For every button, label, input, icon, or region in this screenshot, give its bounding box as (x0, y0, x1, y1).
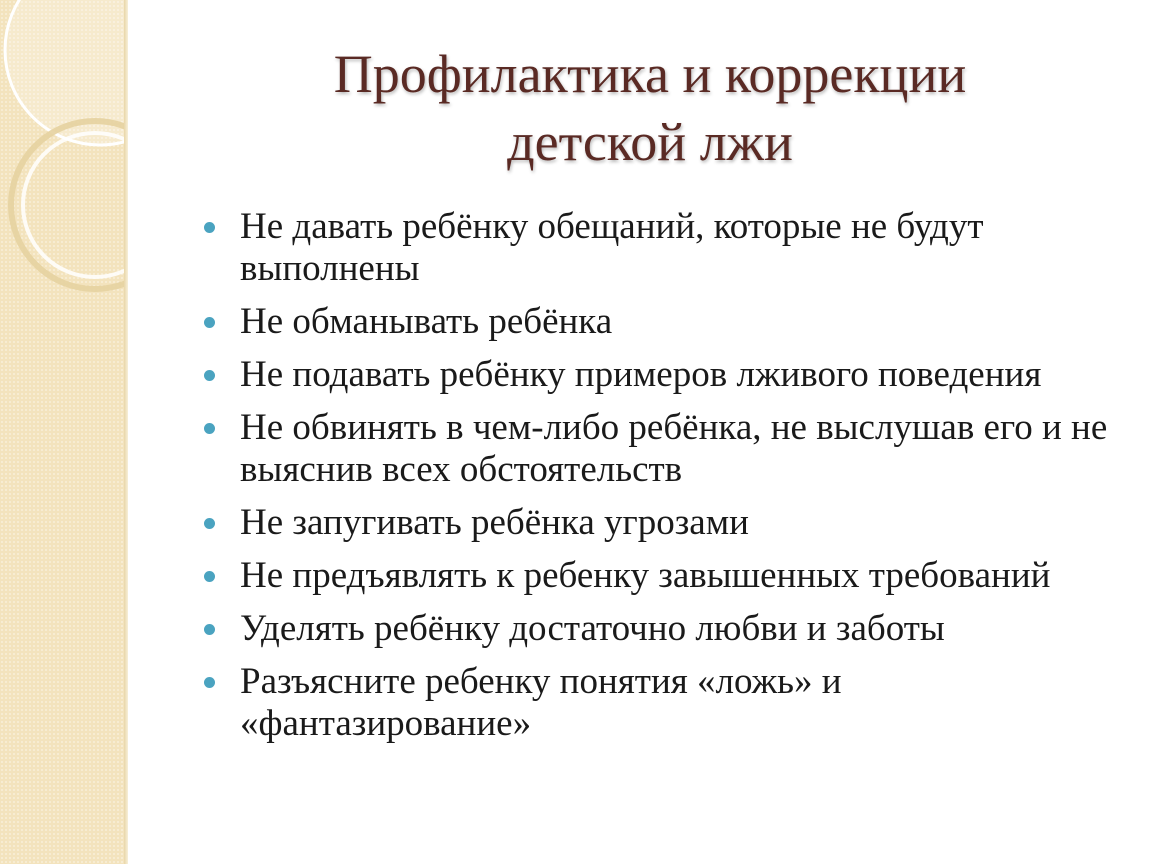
bullet-dot-icon (204, 222, 215, 233)
list-item (200, 608, 1120, 650)
list-item-text: Не обвинять в чем-либо ребёнка, не выслушав его и не выяснив всех обстоятельств (240, 407, 1108, 490)
bullet-dot-icon (204, 624, 215, 635)
list-item (200, 354, 1120, 396)
bullet-dot-icon (204, 677, 215, 688)
list-item-text: Не давать ребёнку обещаний, которые не будут выполнены (240, 206, 984, 289)
side-band-edge (124, 0, 128, 864)
decorative-circles (0, 0, 124, 864)
list-item-text: Не предъявлять к ребенку завышенных требований (240, 555, 1051, 596)
bullet-dot-icon (204, 370, 215, 381)
list-item-text: Разъясните ребенку понятия «ложь» и «фантазирование» (240, 661, 842, 744)
list-item (200, 206, 1120, 290)
list-item-text: Не запугивать ребёнка угрозами (240, 502, 749, 543)
bullet-dot-icon (204, 423, 215, 434)
bullet-list (200, 206, 1120, 756)
list-item-text: Не обманывать ребёнка (240, 301, 613, 342)
list-item (200, 407, 1120, 491)
bullet-dot-icon (204, 317, 215, 328)
list-item-text: Не подавать ребёнку примеров лживого поведения (240, 354, 1042, 395)
list-item (200, 502, 1120, 544)
list-item (200, 555, 1120, 597)
bullet-dot-icon (204, 518, 215, 529)
list-item (200, 301, 1120, 343)
slide-title (160, 40, 1140, 176)
slide-title-line-1: Профилактика и коррекции (333, 44, 967, 104)
bullet-dot-icon (204, 571, 215, 582)
decorative-side-band (0, 0, 124, 864)
list-item-text: Уделять ребёнку достаточно любви и заботы (240, 608, 945, 649)
decorative-circle-ring (23, 133, 124, 277)
list-item (200, 661, 1120, 745)
slide-title-line-2: детской лжи (507, 112, 793, 172)
